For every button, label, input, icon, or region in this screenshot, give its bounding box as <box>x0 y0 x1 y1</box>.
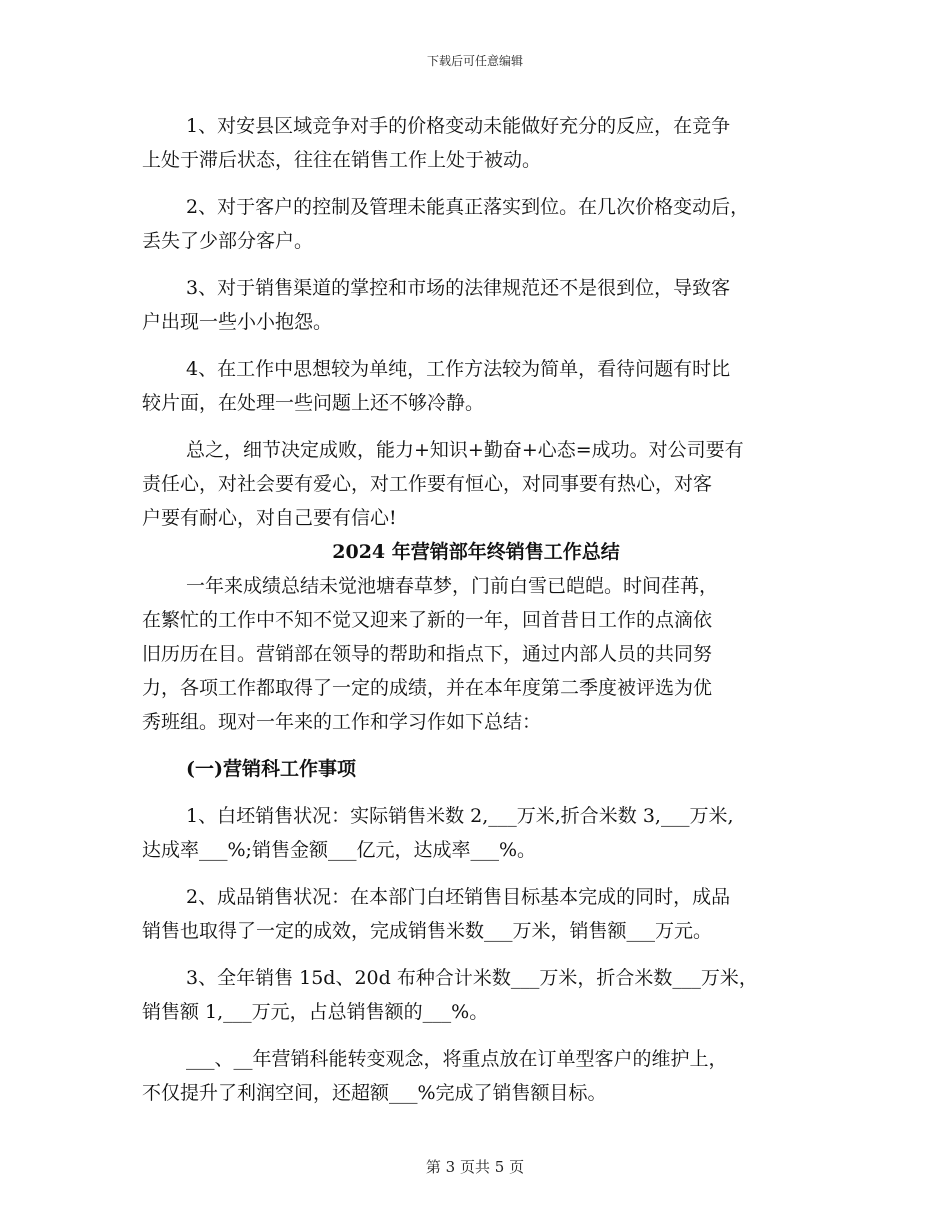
list-item <box>142 961 810 1029</box>
text-line: 4、在工作中思想较为单纯，工作方法较为简单，看待问题有时比 <box>186 358 731 380</box>
page-header: 下载后可任意编辑 <box>426 54 523 68</box>
text-line: 丢失了少部分客户。 <box>142 230 314 252</box>
text-line: 销售额 1,___万元，占总销售额的___%。 <box>142 1001 489 1023</box>
text-line: 1、白坯销售状况：实际销售米数 2,___万米,折合米数 3,___万米, <box>186 805 734 827</box>
section-title: 2024 年营销部年终销售工作总结 <box>332 541 620 563</box>
text-line: 2、成品销售状况：在本部门白坯销售目标基本完成的同时，成品 <box>186 886 731 908</box>
text-line: 在繁忙的工作中不知不觉又迎来了新的一年，回首昔日工作的点滴依 <box>142 609 713 631</box>
text-line: 户出现一些小小抱怨。 <box>142 311 333 333</box>
text-line: 不仅提升了利润空间，还超额___%完成了销售额目标。 <box>142 1082 607 1104</box>
document-body <box>142 109 810 1110</box>
text-line: ___、__年营销科能转变观念，将重点放在订单型客户的维护上， <box>186 1048 728 1070</box>
list-item <box>142 880 810 948</box>
text-line: 旧历历在目。营销部在领导的帮助和指点下，通过内部人员的共同努 <box>142 643 713 665</box>
text-line: 2、对于客户的控制及管理未能真正落实到位。在几次价格变动后， <box>186 196 750 218</box>
paragraph <box>142 190 810 258</box>
text-line: 3、对于销售渠道的掌控和市场的法律规范还不是很到位，导致客 <box>186 277 731 299</box>
paragraph <box>142 271 810 339</box>
list-item <box>142 799 810 867</box>
text-line: 1、对安县区域竞争对手的价格变动未能做好充分的反应，在竞争 <box>186 115 731 137</box>
text-line: 责任心，对社会要有爱心，对工作要有恒心，对同事要有热心，对客 <box>142 473 713 495</box>
text-line: 力，各项工作都取得了一定的成绩，并在本年度第二季度被评选为优 <box>142 677 713 699</box>
list-item <box>142 1042 810 1110</box>
text-line: 上处于滞后状态，往往在销售工作上处于被动。 <box>142 149 542 171</box>
subheading: (一)营销科工作事项 <box>186 758 356 780</box>
paragraph <box>142 433 810 535</box>
text-line: 较片面，在处理一些问题上还不够冷静。 <box>142 392 485 414</box>
page-footer: 第 3 页共 5 页 <box>425 1158 525 1176</box>
paragraph <box>142 352 810 420</box>
text-line: 秀班组。现对一年来的工作和学习作如下总结： <box>142 711 542 733</box>
text-line: 户要有耐心，对自己要有信心! <box>142 507 397 529</box>
text-line: 总之，细节决定成败，能力+知识+勤奋+心态=成功。对公司要有 <box>186 439 744 461</box>
intro-paragraph <box>142 569 810 739</box>
text-line: 一年来成绩总结未觉池塘春草梦，门前白雪已皑皑。时间荏苒， <box>186 575 719 597</box>
text-line: 3、全年销售 15d、20d 布种合计米数___万米，折合米数___万米， <box>186 967 758 989</box>
text-line: 销售也取得了一定的成效，完成销售米数___万米，销售额___万元。 <box>142 920 713 942</box>
text-line: 达成率___%;销售金额___亿元，达成率___%。 <box>142 839 537 861</box>
paragraph <box>142 109 810 177</box>
